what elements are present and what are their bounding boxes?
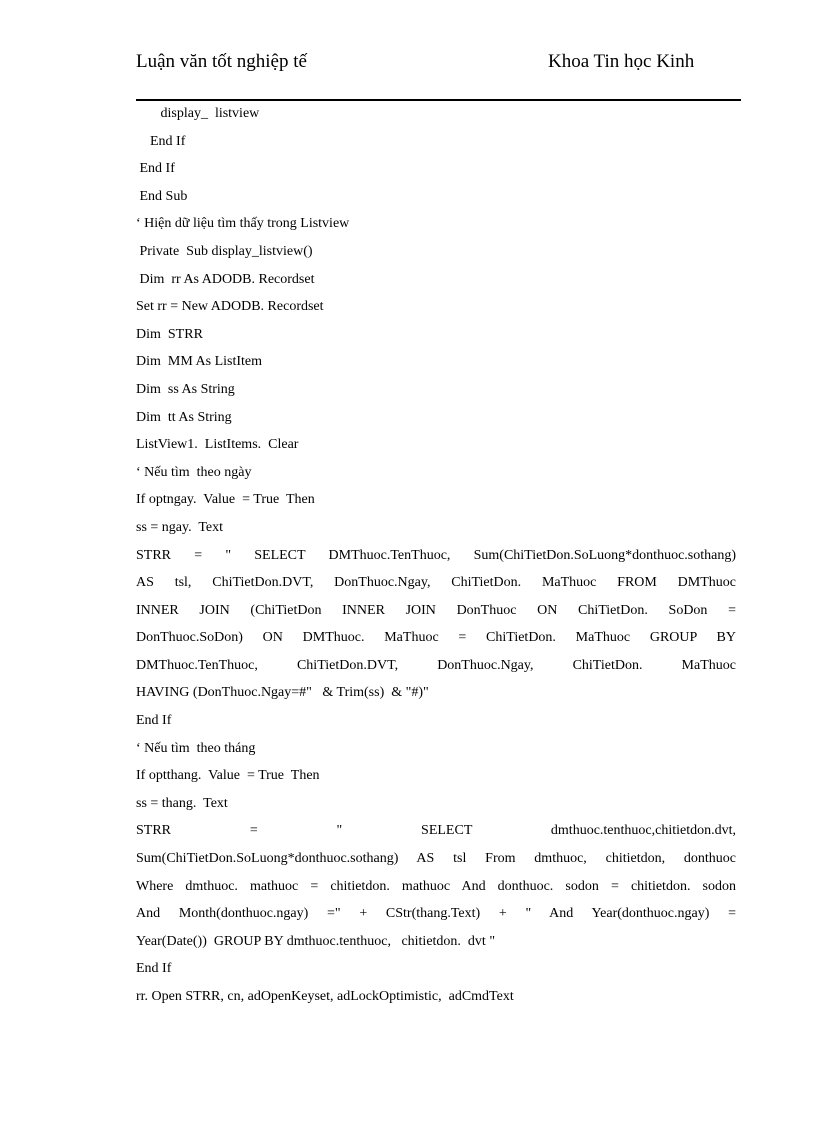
code-line: STRR = " SELECT DMThuoc.TenThuoc, Sum(ChiTietDon.SoLuong*donthuoc.sothang) (136, 547, 736, 563)
code-line: If optngay. Value = True Then (136, 492, 315, 508)
code-line: rr. Open STRR, cn, adOpenKeyset, adLockOptimistic, adCmdText (136, 989, 514, 1004)
page-header (136, 50, 740, 102)
code-line: Dim MM As ListItem (136, 354, 263, 370)
code-line: DonThuoc.SoDon) ON DMThuoc. MaThuoc = ChiTietDon. MaThuoc GROUP BY (136, 630, 736, 646)
code-line: ss = thang. Text (136, 795, 228, 811)
code-line: And Month(donthuoc.ngay) =" + CStr(thang.Text) + " And Year(donthuoc.ngay) = (136, 906, 736, 922)
code-line: End If (136, 713, 172, 729)
code-line: INNER JOIN (ChiTietDon INNER JOIN DonThuoc ON ChiTietDon. SoDon = (136, 602, 736, 618)
code-line: ‘ Nếu tìm theo ngày (136, 464, 252, 480)
header-thesis-title: Luận văn tốt nghiệp tế (136, 51, 307, 72)
code-line: ListView1. ListItems. Clear (136, 437, 299, 453)
code-line: DMThuoc.TenThuoc, ChiTietDon.DVT, DonThuoc.Ngay, ChiTietDon. MaThuoc (136, 657, 736, 673)
code-line: ‘ Hiện dữ liệu tìm thấy trong Listview (136, 216, 350, 232)
code-line: Year(Date()) GROUP BY dmthuoc.tenthuoc, chitietdon. dvt " (136, 933, 496, 949)
code-line: End Sub (136, 188, 188, 204)
code-line: Dim ss As String (136, 381, 235, 397)
code-line: Dim rr As ADODB. Recordset (136, 271, 315, 287)
code-line: display_ listview (136, 106, 260, 121)
code-line: STRR = " SELECT dmthuoc.tenthuoc,chitietdon.dvt, (136, 823, 736, 839)
code-line: ‘ Nếu tìm theo tháng (136, 740, 256, 756)
code-line: AS tsl, ChiTietDon.DVT, DonThuoc.Ngay, ChiTietDon. MaThuoc FROM DMThuoc (136, 575, 736, 591)
code-line: Dim tt As String (136, 409, 232, 425)
code-line: End If (136, 133, 186, 149)
code-line: Dim STRR (136, 326, 203, 342)
code-line: Where dmthuoc. mathuoc = chitietdon. mathuoc And donthuoc. sodon = chitietdon. sodon (136, 878, 736, 894)
code-line: End If (136, 961, 172, 977)
code-line: If optthang. Value = True Then (136, 768, 320, 784)
code-line: ss = ngay. Text (136, 519, 224, 535)
code-line: Private Sub display_listview() (136, 243, 313, 259)
code-line: HAVING (DonThuoc.Ngay=#" & Trim(ss) & "#)" (136, 685, 429, 701)
code-line: Sum(ChiTietDon.SoLuong*donthuoc.sothang) AS tsl From dmthuoc, chitietdon, donthuoc (136, 851, 736, 867)
code-line: End If (136, 161, 175, 177)
code-line: Set rr = New ADODB. Recordset (136, 299, 324, 315)
code-listing (136, 100, 736, 1011)
header-faculty: Khoa Tin học Kinh (548, 51, 695, 72)
